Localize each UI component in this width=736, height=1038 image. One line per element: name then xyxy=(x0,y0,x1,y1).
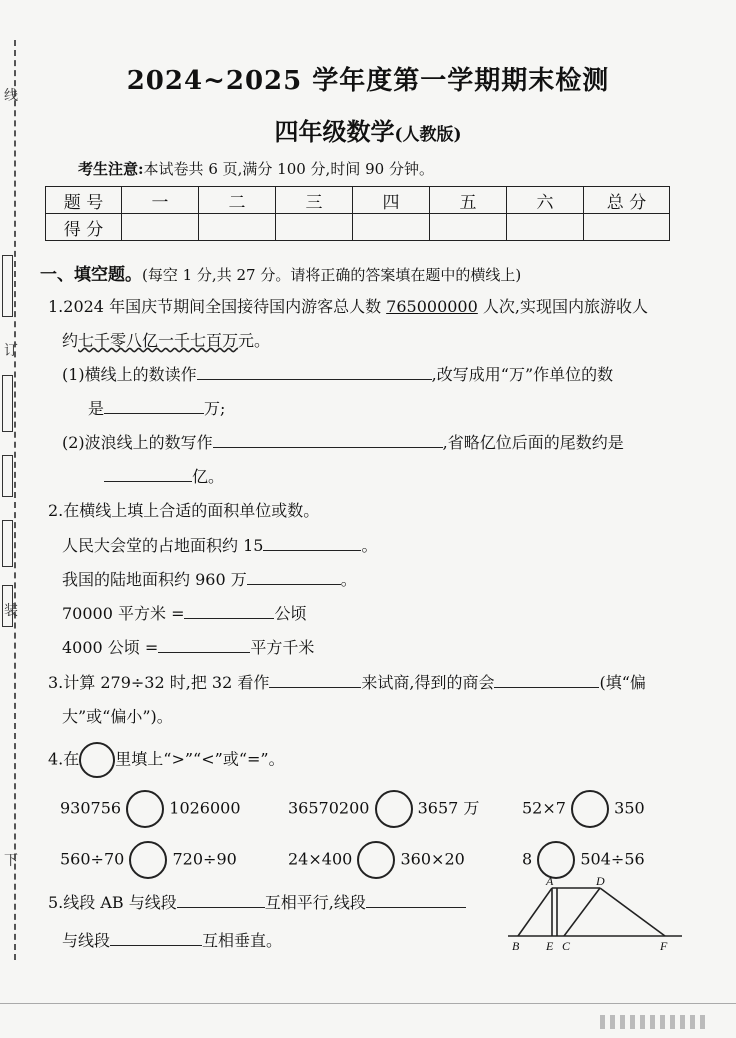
section1-title: 一、填空题。 xyxy=(40,265,142,285)
score-header-cell: 题 号 xyxy=(46,187,122,214)
q1-line2 xyxy=(62,328,270,351)
binding-mark-xian: 线 xyxy=(4,88,18,104)
q1-text: ,改写成用“万”作单位的数 xyxy=(431,365,614,384)
q2-c xyxy=(62,601,307,624)
score-header-cell: 三 xyxy=(276,187,353,214)
binding-mark-xia: 下 xyxy=(4,853,18,869)
answer-blank[interactable] xyxy=(104,397,204,414)
line-dc xyxy=(564,888,600,936)
q4-text: 里填上“>”“<”或“=”。 xyxy=(115,749,285,769)
q4-left: 52×7 xyxy=(522,798,566,818)
section1-instruction: (每空 1 分,共 27 分。请将正确的答案填在题中的横线上) xyxy=(142,266,522,284)
q1-text: 亿。 xyxy=(192,467,225,486)
label-b: B xyxy=(512,939,520,953)
q2-d xyxy=(62,635,314,658)
q1-text: 万; xyxy=(204,399,226,418)
q1-number: 765000000 xyxy=(386,297,478,316)
score-cell[interactable] xyxy=(507,214,584,241)
score-cell[interactable] xyxy=(584,214,670,241)
section1-heading xyxy=(40,260,521,285)
binding-box xyxy=(2,375,13,432)
q1-line1 xyxy=(48,294,648,317)
q5-text: 5.线段 AB 与线段 xyxy=(48,893,177,912)
q1-text: 约 xyxy=(62,331,79,350)
q4-item xyxy=(60,841,237,879)
score-header-cell: 一 xyxy=(122,187,199,214)
q1-part1 xyxy=(62,362,613,385)
q2-stem: 2.在横线上填上合适的面积单位或数。 xyxy=(48,501,320,520)
answer-blank[interactable] xyxy=(104,465,192,482)
q2-text: 我国的陆地面积约 960 万 xyxy=(62,570,247,589)
q4-left: 560÷70 xyxy=(60,849,125,869)
q2-text: 人民大会堂的占地面积约 15 xyxy=(62,536,264,555)
q4-item xyxy=(60,790,241,828)
compare-circle-icon xyxy=(79,742,115,778)
q4-left: 36570200 xyxy=(288,798,370,818)
watermark-dots xyxy=(600,1014,710,1033)
label-e: E xyxy=(546,939,554,953)
q2-text: 4000 公顷 = xyxy=(62,638,159,657)
score-cell[interactable] xyxy=(199,214,276,241)
q1-text: (1)横线上的数读作 xyxy=(62,365,197,384)
q1-wavy-number: 七千零八亿一千七百万 xyxy=(78,331,239,350)
answer-blank[interactable] xyxy=(177,891,265,908)
binding-box xyxy=(2,455,13,497)
q4-item xyxy=(288,841,465,879)
q3-text: 来试商,得到的商会 xyxy=(361,673,495,692)
score-header-cell: 五 xyxy=(430,187,507,214)
q2-text: 平方千米 xyxy=(250,638,315,657)
score-row-label: 得 分 xyxy=(46,214,122,241)
q3-text: 3.计算 279÷32 时,把 32 看作 xyxy=(48,673,270,692)
subject-title: 四年级数学 xyxy=(274,117,395,146)
q4-item xyxy=(522,790,645,828)
q3-line2: 大”或“偏小”)。 xyxy=(62,707,173,726)
answer-blank[interactable] xyxy=(158,636,250,653)
q4-left: 930756 xyxy=(60,798,122,818)
q3-text: (填“偏 xyxy=(599,673,646,692)
score-table-header-row xyxy=(46,187,670,214)
line-df xyxy=(600,888,665,936)
label-a: A xyxy=(546,874,554,888)
q5-line1 xyxy=(48,890,466,913)
q1-part1-cont xyxy=(88,396,225,419)
q4-right: 350 xyxy=(614,798,645,818)
q4-right: 720÷90 xyxy=(172,849,237,869)
q3-line1 xyxy=(48,670,646,693)
q1-part2 xyxy=(62,430,624,453)
notice-label: 考生注意: xyxy=(78,160,144,178)
compare-circle[interactable] xyxy=(571,790,609,828)
q1-text: ,省略亿位后面的尾数约是 xyxy=(442,433,624,452)
compare-circle[interactable] xyxy=(357,841,395,879)
answer-blank[interactable] xyxy=(269,671,361,688)
q4-left: 24×400 xyxy=(288,849,353,869)
binding-mark-zhuang: 装 xyxy=(4,603,18,619)
line-ab xyxy=(518,888,552,936)
q1-part2-cont xyxy=(104,464,224,487)
score-header-cell: 四 xyxy=(353,187,430,214)
answer-blank[interactable] xyxy=(197,363,432,380)
binding-box xyxy=(2,520,13,567)
q2-text: 公顷 xyxy=(274,604,307,623)
exam-notice xyxy=(78,158,434,179)
score-cell[interactable] xyxy=(353,214,430,241)
q4-right: 504÷56 xyxy=(580,849,645,869)
compare-circle[interactable] xyxy=(126,790,164,828)
answer-blank[interactable] xyxy=(494,671,599,688)
binding-box xyxy=(2,255,13,317)
q2-text: 70000 平方米 = xyxy=(62,604,185,623)
q2-text: 。 xyxy=(340,570,357,589)
answer-blank[interactable] xyxy=(110,929,202,946)
q5-text: 与线段 xyxy=(62,931,111,950)
notice-text: 本试卷共 6 页,满分 100 分,时间 90 分钟。 xyxy=(143,160,434,178)
q5-text: 互相平行,线段 xyxy=(264,893,366,912)
score-header-cell: 总 分 xyxy=(584,187,670,214)
label-f: F xyxy=(660,939,668,953)
q5-text: 互相垂直。 xyxy=(202,931,283,950)
q2-text: 。 xyxy=(361,536,378,555)
label-d: D xyxy=(596,874,605,888)
score-table xyxy=(45,186,670,241)
answer-blank[interactable] xyxy=(263,534,361,551)
q4-right: 3657 万 xyxy=(417,798,480,818)
q4-left: 8 xyxy=(522,849,533,869)
score-table-score-row xyxy=(46,214,670,241)
q4-right: 1026000 xyxy=(169,798,241,818)
score-cell[interactable] xyxy=(122,214,199,241)
binding-box xyxy=(2,585,13,627)
score-header-cell: 二 xyxy=(199,187,276,214)
compare-circle[interactable] xyxy=(129,841,167,879)
answer-blank[interactable] xyxy=(213,431,443,448)
q1-text: (2)波浪线上的数写作 xyxy=(62,433,213,452)
score-header-cell: 六 xyxy=(507,187,584,214)
answer-blank[interactable] xyxy=(184,602,274,619)
q1-text: 元。 xyxy=(238,331,271,350)
answer-blank[interactable] xyxy=(366,891,466,908)
q1-text: 1.2024 年国庆节期间全国接待国内游客总人数 xyxy=(48,297,387,316)
q1-text: 是 xyxy=(88,399,105,418)
score-cell[interactable] xyxy=(276,214,353,241)
q5-geometry-figure xyxy=(500,872,690,957)
binding-mark-ding: 订 xyxy=(4,343,18,359)
answer-blank[interactable] xyxy=(247,568,341,585)
q4-right: 360×20 xyxy=(400,849,465,869)
q4-stem xyxy=(48,742,285,778)
q2-b xyxy=(62,567,357,590)
q4-item xyxy=(288,790,479,828)
binding-dashed-line xyxy=(14,40,16,960)
q1-text: 人次,实现国内旅游收人 xyxy=(477,297,648,316)
exam-title: 2024~2025 学年度第一学期期末检测 xyxy=(126,66,610,96)
label-c: C xyxy=(562,939,571,953)
q4-text: 4.在 xyxy=(48,749,80,769)
edition-label: (人教版) xyxy=(394,125,462,145)
q5-line2 xyxy=(62,928,282,951)
page-bottom-divider xyxy=(0,1003,736,1004)
score-cell[interactable] xyxy=(430,214,507,241)
exam-subtitle xyxy=(0,112,736,147)
q2-a xyxy=(62,533,377,556)
compare-circle[interactable] xyxy=(375,790,413,828)
